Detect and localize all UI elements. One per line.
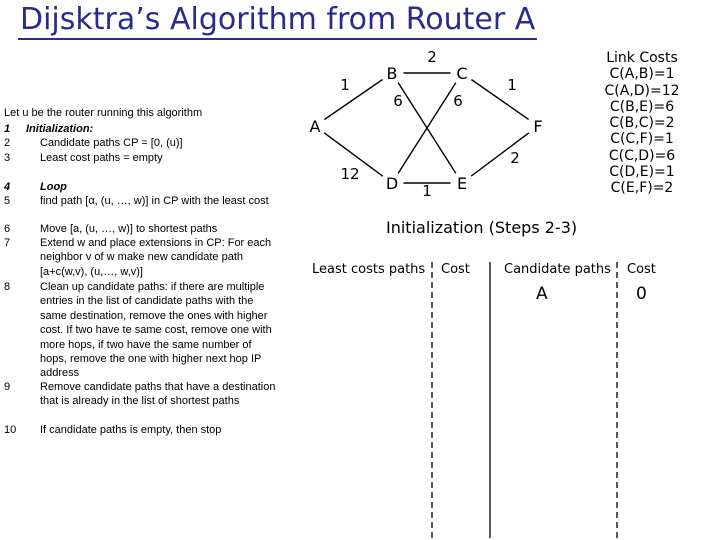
link-cost-item: C(A,D)=12 [604,82,680,99]
edge-A-B [315,73,392,126]
edge-weight-A-B: 1 [340,76,350,94]
step-text: Initialization: [26,123,94,135]
node-label-E: E [456,174,468,193]
step-text: Least cost paths = empty [40,152,163,164]
link-cost-item: C(B,E)=6 [609,98,675,115]
step-number: 4 [4,181,11,193]
node-label-F: F [533,117,543,136]
candidate-cost-header: Cost [627,262,656,277]
least-cost-header: Cost [441,262,470,277]
step-text: Candidate paths CP = [0, (u)] [40,137,183,149]
node-B [381,62,403,84]
node-C [451,62,473,84]
step-text: find path [α, (u, …, w)] in CP with the least cost [40,195,269,207]
link-cost-item: C(E,F)=2 [610,180,674,197]
link-costs-title: Link Costs [606,50,678,66]
edge-E-F [462,126,538,183]
edge-weight-A-D: 12 [340,165,360,183]
step-number: 6 [4,223,11,235]
step-number: 5 [4,195,11,207]
step-text: Extend w and place extensions in CP: For each neighbor v of w make new candidate path [a+c(w,v), (u,…, w,v)] [40,237,272,278]
step-text: Move [a, (u, …, w)] to shortest paths [40,223,218,235]
link-costs-list [586,50,698,197]
step-text: Remove candidate paths that have a destination that is already in the list of shortest paths [40,381,276,408]
link-cost-item: C(D,E)=1 [609,164,675,181]
node-label-C: C [456,64,468,83]
node-E [451,172,473,194]
edge-weight-E-F: 2 [510,149,520,167]
link-cost-item: C(B,C)=2 [609,115,675,132]
step-number: 9 [4,381,11,393]
edge-weight-C-F: 1 [507,76,517,94]
step-number: 1 [4,123,11,135]
step-number: 10 [4,424,17,436]
algorithm-intro: Let u be the router running this algorithm [4,107,203,119]
link-cost-item: C(C,D)=6 [608,147,676,164]
step-text: Clean up candidate paths: if there are multiple entries in the list of candidate paths with the same destination, remove the ones with higher cost. If two have te same cost, remove one with more hops, if two have the same number of hops, remove the one with higher next hop IP address [40,281,272,380]
candidate-paths-header: Candidate paths [504,262,611,277]
node-D [381,172,403,194]
node-A [304,115,326,137]
edge-weight-D-E: 1 [422,182,432,200]
candidate-path-value: A [536,284,548,304]
step-number: 8 [4,281,11,293]
edge-C-F [462,73,538,126]
node-label-A: A [309,117,321,136]
step-number: 3 [4,152,11,164]
step-number: 2 [4,137,11,149]
node-label-B: B [386,64,398,83]
step-text: Loop [40,181,67,193]
link-cost-item: C(C,F)=1 [610,131,674,148]
link-cost-item: C(A,B)=1 [609,66,675,83]
slide-title: Dijsktra’s Algorithm from Router A [18,2,537,40]
step-text: If candidate paths is empty, then stop [40,424,222,436]
node-label-D: D [385,174,399,193]
node-F [527,115,549,137]
edge-weight-B-C: 2 [427,48,437,66]
edge-weight-B-E: 6 [393,92,403,110]
step-number: 7 [4,237,11,249]
edge-weight-C-D: 6 [453,92,463,110]
step-title: Initialization (Steps 2-3) [386,218,578,237]
candidate-cost-value: 0 [636,284,647,304]
least-cost-paths-header: Least costs paths [312,262,426,277]
